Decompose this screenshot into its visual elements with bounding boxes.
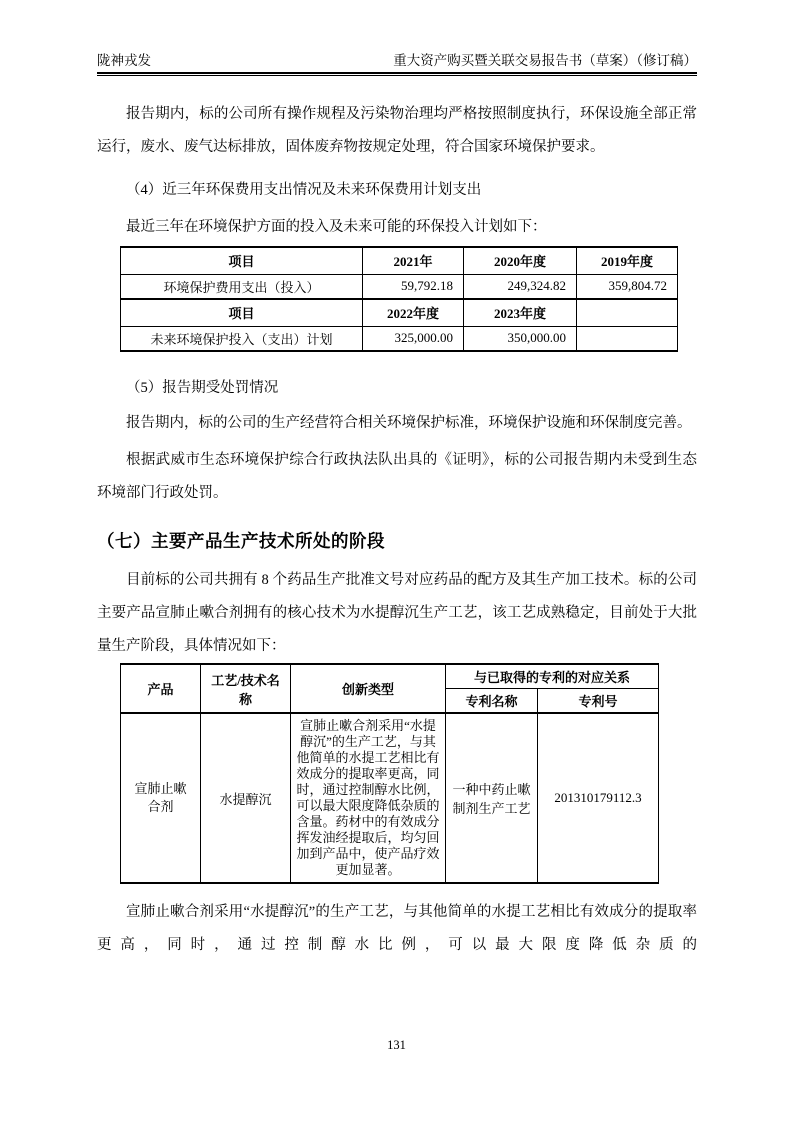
table-cell: 2020年度	[464, 247, 577, 274]
table-cell	[577, 299, 678, 326]
header-company-name: 陇神戎发	[97, 53, 151, 68]
table-header-patent-group: 与已取得的专利的对应关系	[446, 664, 659, 689]
table-row	[121, 664, 659, 689]
page-number: 131	[387, 1038, 406, 1052]
table-cell: 2023年度	[464, 299, 577, 326]
table-cell: 未来环境保护投入（支出）计划	[121, 326, 363, 351]
page-header	[97, 50, 697, 70]
table-cell: 2019年度	[577, 247, 678, 274]
table-header-patent-no: 专利号	[538, 689, 659, 714]
table-cell: 359,804.72	[577, 274, 678, 299]
paragraph-env-investment-intro: 最近三年在环境保护方面的投入及未来可能的环保投入计划如下：	[126, 219, 547, 235]
table-header-process: 工艺/技术名称	[201, 664, 291, 713]
heading-section-7: （七）主要产品生产技术所处的阶段	[97, 531, 385, 551]
table-header-product: 产品	[121, 664, 201, 713]
tech-patent-table	[120, 663, 659, 884]
table-header-innovation: 创新类型	[291, 664, 446, 713]
table-cell: 325,000.00	[363, 326, 464, 351]
header-rule	[97, 72, 697, 76]
table-cell: 2022年度	[363, 299, 464, 326]
table-cell: 59,792.18	[363, 274, 464, 299]
env-cost-table	[120, 246, 678, 352]
table-cell: 2021年	[363, 247, 464, 274]
header-report-title: 重大资产购买暨关联交易报告书（草案）（修订稿）	[393, 53, 697, 68]
cell-patent-no: 201310179112.3	[538, 713, 659, 883]
paragraph-no-penalty-2: 根据武威市生态环境保护综合行政执法队出具的《证明》，标的公司报告期内未受到生态环境部门行政处罚。	[97, 452, 697, 501]
cell-process: 水提醇沉	[201, 713, 291, 883]
table-cell: 249,324.82	[464, 274, 577, 299]
table-cell: 项目	[121, 247, 363, 274]
table-header-patent-name: 专利名称	[446, 689, 538, 714]
table-row	[121, 247, 678, 274]
table-cell	[577, 326, 678, 351]
table-cell: 环境保护费用支出（投入）	[121, 274, 363, 299]
table-row	[121, 713, 659, 883]
paragraph-process-detail: 宣肺止嗽合剂采用“水提醇沉”的生产工艺，与其他简单的水提工艺相比有效成分的提取率更高，同时，通过控制醇水比例，可以最大限度降低杂质的	[97, 904, 697, 953]
paragraph-env-compliance: 报告期内，标的公司所有操作规程及污染物治理均严格按照制度执行，环保设施全部正常运行，废水、废气达标排放，固体废弃物按规定处理，符合国家环境保护要求。	[97, 106, 697, 155]
paragraph-products-intro: 目前标的公司共拥有 8 个药品生产批准文号对应药品的配方及其生产加工技术。标的公司主要产品宣肺止嗽合剂拥有的核心技术为水提醇沉生产工艺，该工艺成熟稳定，目前处于大批量生产阶段，具体情况如下：	[97, 572, 697, 654]
heading-item-4: （4）近三年环保费用支出情况及未来环保费用计划支出	[126, 182, 482, 198]
cell-innovation: 宣肺止嗽合剂采用“水提醇沉”的生产工艺，与其他简单的水提工艺相比有效成分的提取率更高，同时，通过控制醇水比例，可以最大限度降低杂质的含量。药材中的有效成分挥发油经提取后，均匀回加到产品中，使产品疗效更加显著。	[291, 713, 446, 883]
table-row	[121, 274, 678, 299]
table-row	[121, 299, 678, 326]
paragraph-no-penalty-1: 报告期内，标的公司的生产经营符合相关环境保护标准，环境保护设施和环保制度完善。	[126, 415, 692, 431]
table-cell: 350,000.00	[464, 326, 577, 351]
table-row	[121, 326, 678, 351]
table-cell: 项目	[121, 299, 363, 326]
heading-item-5: （5）报告期受处罚情况	[126, 380, 279, 396]
cell-product: 宣肺止嗽合剂	[121, 713, 201, 883]
cell-patent-name: 一种中药止嗽制剂生产工艺	[446, 713, 538, 883]
